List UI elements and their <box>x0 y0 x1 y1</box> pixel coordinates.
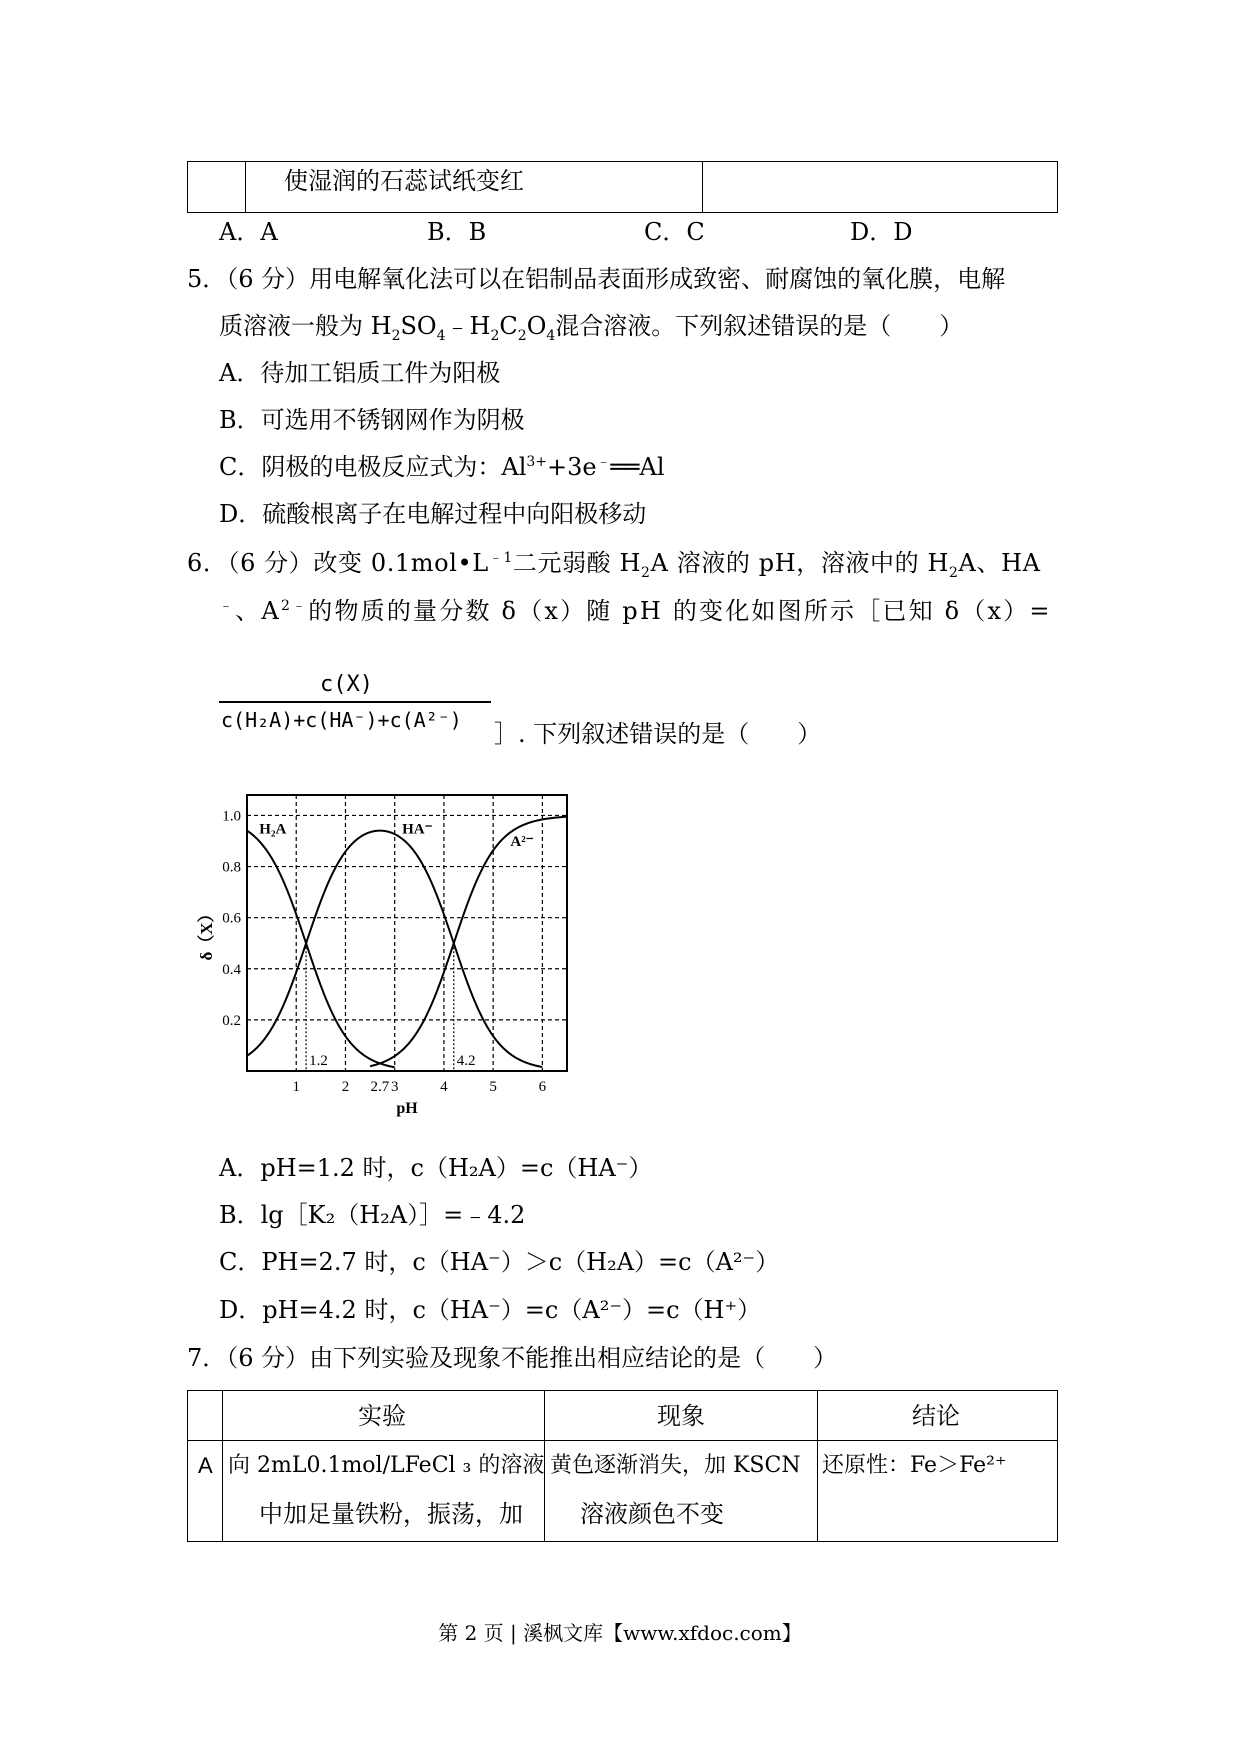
q7-row-a-conclusion: 还原性：Fe＞Fe²⁺ <box>822 1453 1007 1478</box>
q7-header-phenomenon: 现象 <box>657 1402 705 1430</box>
q5-stem-line1: 用电解氧化法可以在铝制品表面形成致密、耐腐蚀的氧化膜，电解 <box>309 265 1006 293</box>
q6-stem-1c: A 溶液的 pH，溶液中的 H <box>650 549 950 577</box>
q6-fraction-numerator: c(X) <box>320 672 373 697</box>
series-label: HA⁻ <box>402 821 433 838</box>
page-footer: 第 2 页 | 溪枫文库【www.xfdoc.com】 <box>438 1621 802 1645</box>
series-line <box>370 817 567 1067</box>
q7-row-a-label: A <box>198 1453 213 1478</box>
q5-option-c-end: Al <box>639 453 665 481</box>
prev-option-c: C．C <box>644 218 705 246</box>
q6-option-c: C．PH=2.7 时，c（HA⁻）＞c（H₂A）=c（A²⁻） <box>219 1248 780 1276</box>
q5-stem-line2-pre: 质溶液一般为 H <box>219 312 392 340</box>
y-tick-label: 0.2 <box>222 1012 241 1029</box>
q5-option-c-post: +3e <box>547 453 597 481</box>
q6-fraction-bar <box>219 701 491 703</box>
series-label: A²⁻ <box>510 834 534 851</box>
x-tick-label: 4 <box>440 1079 448 1095</box>
q7-row-a-exp-line1: 向 2mL0.1mol/LFeCl ₃ 的溶液 <box>228 1453 545 1478</box>
x-tick-label: 2 <box>341 1079 350 1095</box>
q5-option-c-text: C．阴极的电极反应式为：Al <box>219 453 527 481</box>
q6-score: （6 分） <box>227 549 314 577</box>
q6-stem-1d: A、HA <box>958 549 1041 577</box>
x-axis-label: pH <box>396 1100 418 1117</box>
top-table-col3 <box>702 161 1058 213</box>
q5-line1 <box>187 264 1005 294</box>
q5-option-c-sup: 3+ <box>526 454 548 470</box>
y-tick-label: 0.4 <box>222 961 241 978</box>
q5-score: （6 分） <box>226 265 310 293</box>
q6-fraction-denominator: c(H₂A)+c(HA⁻)+c(A²⁻) <box>221 708 462 732</box>
y-axis-label: δ（X） <box>197 905 216 961</box>
y-tick-label: 1.0 <box>222 808 241 825</box>
q6-stem-1: 改变 0.1mol•L <box>313 549 489 577</box>
q6-stem-2b: 的物质的量分数 δ（x）随 pH 的变化如图所示［已知 δ（x）= <box>308 597 1052 625</box>
annotation-label: 1.2 <box>309 1053 328 1069</box>
q7-number: 7． <box>187 1344 227 1372</box>
q6-stem-2: 、A <box>235 597 281 625</box>
q6-number: 6． <box>187 549 228 577</box>
x-tick-label: 6 <box>538 1079 547 1095</box>
x-tick-label: 3 <box>390 1079 399 1095</box>
q6-after-fraction: ］. 下列叙述错误的是（ ） <box>494 720 822 748</box>
top-table-row-text: 使湿润的石蕊试纸变红 <box>284 167 524 195</box>
series-label: H₂A <box>259 821 287 838</box>
q7-header-experiment: 实验 <box>358 1402 406 1430</box>
q5-option-d: D．硫酸根离子在电解过程中向阳极移动 <box>219 500 647 528</box>
distribution-chart <box>197 786 580 1117</box>
q6-line1: 6．（6 分）改变 $0.1mol•L^{﹣1}$二元弱酸 $H_2A$ 溶液的 pH，溶液中的 $H_2A$、HA <box>187 549 1041 581</box>
top-table-col1 <box>187 161 246 213</box>
q7-line <box>187 1343 837 1373</box>
q5-option-a: A．待加工铝质工件为阳极 <box>219 359 501 387</box>
q5-number: 5． <box>187 265 227 293</box>
x-tick-label: 1 <box>292 1079 300 1095</box>
q5-stem-line2-post: 混合溶液。下列叙述错误的是（ ） <box>555 312 964 340</box>
q6-stem-1b: 二元弱酸 H <box>512 549 642 577</box>
q6-option-b: B．lg［K₂（H₂A）］=﹣4.2 <box>219 1201 526 1229</box>
q5-option-c: C．阴极的电极反应式为：$Al^{3+}+3e^﹣══Al$ <box>219 453 665 481</box>
q7-stem: 由下列实验及现象不能推出相应结论的是（ ） <box>309 1344 838 1372</box>
y-tick-label: 0.8 <box>222 859 241 876</box>
q6-option-a: A．pH=1.2 时，c（H₂A）=c（HA⁻） <box>219 1154 653 1182</box>
q6-line2: ﹣、$A^{2﹣}$的物质的量分数 δ（x）随 pH 的变化如图所示［已知 δ（x）= <box>219 597 1052 625</box>
q5-line2: 质溶液一般为 $H_2SO_4﹣H_2C_2O_4$混合溶液。下列叙述错误的是（ ） <box>219 312 964 344</box>
x-tick-label: 2.7 <box>370 1079 390 1095</box>
q7-row-a-exp-line2: 中加足量铁粉，振荡，加 <box>259 1500 523 1528</box>
q6-option-d: D．pH=4.2 时，c（HA⁻）=c（A²⁻）=c（H⁺） <box>219 1296 762 1324</box>
prev-option-a: A．A <box>219 218 278 246</box>
q7-score: （6 分） <box>226 1344 310 1372</box>
q7-header-conclusion: 结论 <box>912 1402 960 1430</box>
annotation-label: 4.2 <box>456 1053 476 1069</box>
q7-row-a-phen-line1: 黄色逐渐消失，加 KSCN <box>550 1453 801 1478</box>
x-tick-label: 5 <box>489 1079 497 1095</box>
prev-option-d: D．D <box>850 218 913 246</box>
q5-option-b: B．可选用不锈钢网作为阴极 <box>219 406 525 434</box>
y-tick-label: 0.6 <box>222 910 241 927</box>
q7-row-a-phen-line2: 溶液颜色不变 <box>580 1500 724 1528</box>
prev-option-b: B．B <box>427 218 487 246</box>
